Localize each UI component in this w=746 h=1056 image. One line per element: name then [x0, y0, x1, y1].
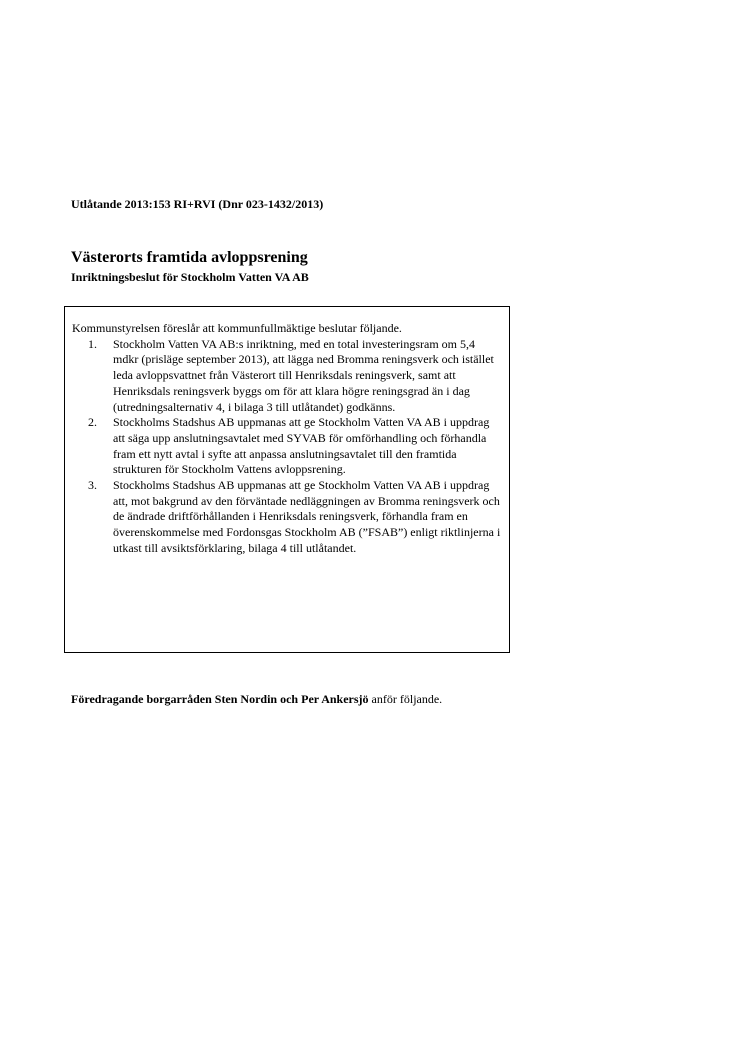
page-subtitle: Inriktningsbeslut för Stockholm Vatten VA AB: [71, 270, 309, 284]
proposal-item-number: 2.: [88, 415, 97, 430]
presenters-names: Föredragande borgarråden Sten Nordin och Per Ankersjö: [71, 692, 369, 706]
proposal-item-text: Stockholms Stadshus AB uppmanas att ge Stockholm Vatten VA AB i uppdrag att, mot bakgrund av den förväntade nedläggningen av Bromma reningsverk och de ändrade driftförhållanden i Henriksdals reningsverk, förhandla fram en överenskommelse med Fordonsgas Stockholm AB (”FSAB”) enligt riktlinjerna i utkast till avsiktsförklaring, bilaga 4 till utlåtandet.: [113, 478, 501, 555]
document-reference: Utlåtande 2013:153 RI+RVI (Dnr 023-1432/2013): [71, 197, 324, 211]
proposal-item-1: [88, 336, 501, 416]
page-title: Västerorts framtida avloppsrening: [71, 249, 308, 266]
proposal-item-text: Stockholm Vatten VA AB:s inriktning, med en total investeringsram om 5,4 mdkr (prisläge september 2013), att lägga ned Bromma reningsverk och istället leda avloppsvattnet från Västerort till Henriksdals reningsverk, samt att Henriksdals reningsverk byggs om för att klara högre reningsgrad än i dag (utredningsalternativ 4, i bilaga 3 till utlåtandet) godkänns.: [113, 336, 494, 414]
proposal-item-number: 3.: [88, 478, 97, 493]
presenters-suffix: anför följande.: [368, 692, 443, 706]
presenters-line: [71, 692, 442, 706]
proposal-item-3: [88, 478, 501, 557]
proposal-item-2: [88, 415, 501, 478]
proposal-list: [72, 337, 501, 557]
proposal-item-number: 1.: [88, 336, 97, 351]
proposal-item-text: Stockholms Stadshus AB uppmanas att ge Stockholm Vatten VA AB i uppdrag att säga upp anslutningsavtalet med SYVAB för omförhandling och förhandla fram ett nytt avtal i syfte att anpassa anslutningsavtalet till den framtida strukturen för Stockholm Vattens avloppsrening.: [113, 415, 490, 477]
proposal-box: [64, 306, 510, 653]
proposal-intro: Kommunstyrelsen föreslår att kommunfullmäktige beslutar följande.: [72, 321, 402, 335]
